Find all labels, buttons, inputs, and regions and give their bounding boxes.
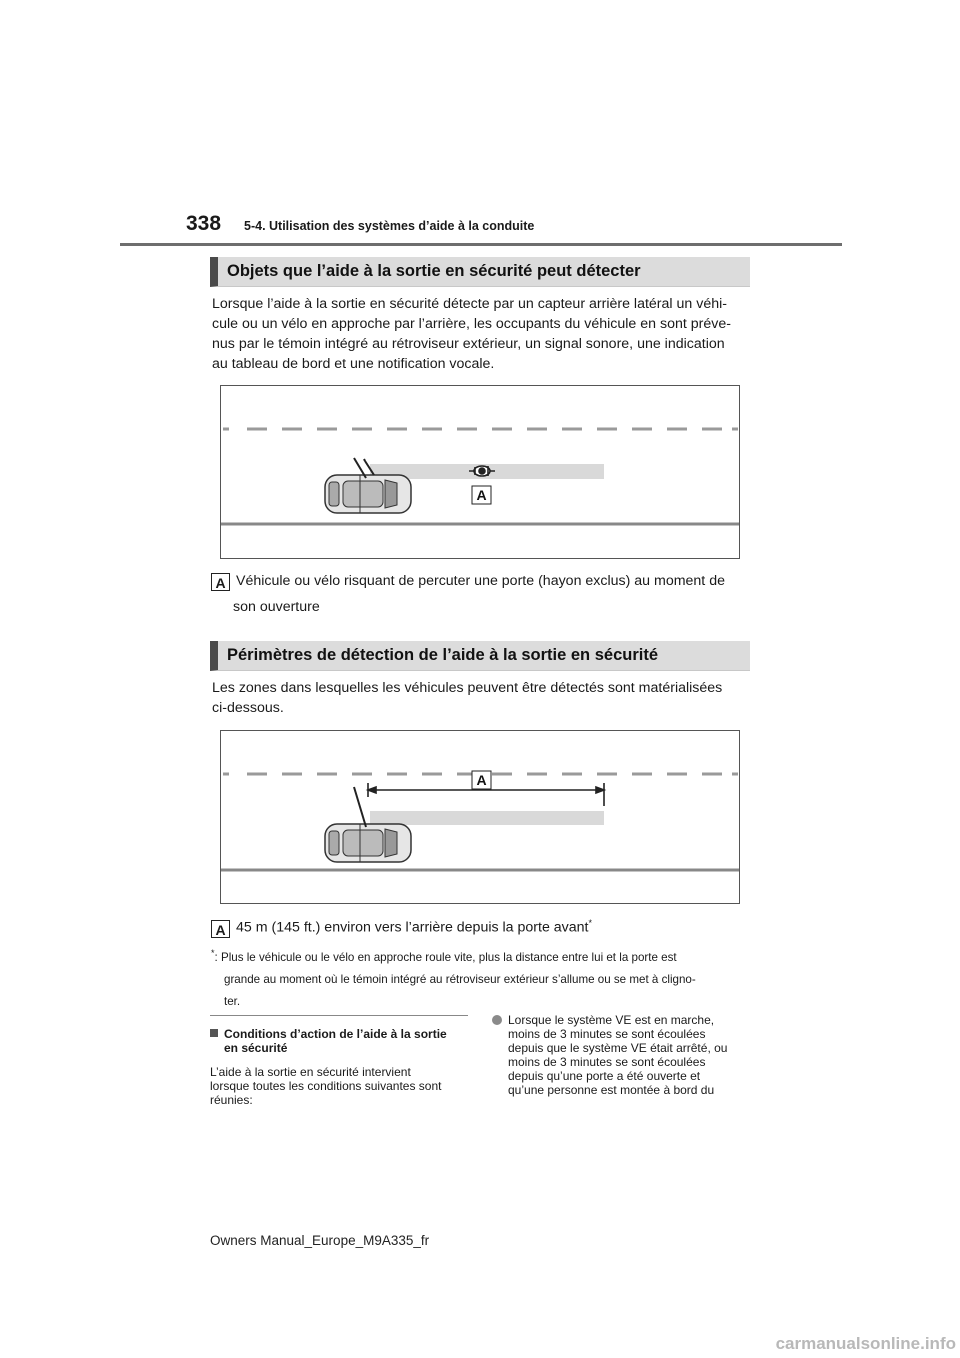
body-line: lorsque toutes les conditions suivantes sont xyxy=(210,1079,442,1093)
round-bullet-icon xyxy=(492,1015,502,1025)
watermark: carmanualsonline.info xyxy=(775,1334,956,1353)
bullet-line: Lorsque le système VE est en marche, xyxy=(508,1013,715,1027)
page-number: 338 xyxy=(186,212,222,235)
section1-paragraph xyxy=(212,294,752,374)
bullet-line: moins de 3 minutes se sont écoulées xyxy=(508,1055,706,1069)
body-line: réunies: xyxy=(210,1093,253,1107)
para-line: ci-dessous. xyxy=(212,700,284,716)
body-line: L’aide à la sortie en sécurité intervient xyxy=(210,1065,411,1079)
bullet-line: depuis qu’une porte a été ouverte et xyxy=(508,1069,701,1083)
figure-detected-objects xyxy=(220,385,740,559)
caption-1-continued: son ouverture xyxy=(233,599,320,615)
subheading-line: Conditions d’action de l’aide à la sortie xyxy=(224,1027,447,1041)
car-top-view-icon xyxy=(325,824,411,862)
para-line: nus par le témoin intégré au rétroviseur extérieur, un signal sonore, une indication xyxy=(212,336,725,352)
para-line: au tableau de bord et une notification vocale. xyxy=(212,356,495,372)
footnote-line: grande au moment où le témoin intégré au rétroviseur extérieur s’allume ou se met à cligno- xyxy=(224,972,696,986)
road-diagram-1 xyxy=(221,386,739,558)
open-door-line xyxy=(354,787,366,827)
footnote-line: : Plus le véhicule ou le vélo en approche roule vite, plus la distance entre lui et la porte est xyxy=(214,950,677,964)
bullet-line: qu’une personne est montée à bord du xyxy=(508,1083,715,1097)
footnote xyxy=(211,943,751,1012)
section-heading-2-text: Périmètres de détection de l’aide à la sortie en sécurité xyxy=(227,646,659,664)
caption-label-a: A xyxy=(211,573,230,591)
caption-label-a: A xyxy=(211,920,230,938)
caption-1-text: Véhicule ou vélo risquant de percuter une porte (hayon exclus) au moment de xyxy=(236,573,725,589)
conditions-body xyxy=(210,1065,470,1107)
figure-detection-range xyxy=(220,730,740,904)
column-rule xyxy=(210,1015,468,1016)
figure-label-a xyxy=(472,486,491,504)
caption-1 xyxy=(211,571,725,591)
right-column xyxy=(492,1013,752,1097)
figure-label-a xyxy=(472,771,491,789)
para-line: Lorsque l’aide à la sortie en sécurité détecte par un capteur arrière latéral un véhi- xyxy=(212,296,727,312)
para-line: cule ou un vélo en approche par l’arrière, les occupants du véhicule en sont préve- xyxy=(212,316,731,332)
subheading-conditions xyxy=(210,1027,470,1055)
footnote-line: ter. xyxy=(224,994,241,1008)
section-heading-1 xyxy=(210,257,750,287)
section-title: 5-4. Utilisation des systèmes d’aide à la conduite xyxy=(244,219,535,233)
caption-2 xyxy=(211,913,592,938)
para-line: Les zones dans lesquelles les véhicules peuvent être détectés sont matérialisées xyxy=(212,680,723,696)
bullet-line: moins de 3 minutes se sont écoulées xyxy=(508,1027,706,1041)
road-diagram-2 xyxy=(221,731,739,903)
caption-2-asterisk: * xyxy=(588,918,593,928)
section2-paragraph xyxy=(212,678,752,718)
figure-label-a-text: A xyxy=(476,487,487,503)
bullet-line: depuis que le système VE était arrêté, ou xyxy=(508,1041,728,1055)
header-rule xyxy=(120,243,842,246)
footer-manual-id: Owners Manual_Europe_M9A335_fr xyxy=(210,1233,430,1248)
figure-label-a-text: A xyxy=(476,772,487,788)
section-heading-2 xyxy=(210,641,750,671)
subheading-line: en sécurité xyxy=(224,1041,288,1055)
detection-zone xyxy=(370,811,604,825)
section-heading-1-text: Objets que l’aide à la sortie en sécurité peut détecter xyxy=(227,262,641,280)
caption-2-text: 45 m (145 ft.) environ vers l’arrière depuis la porte avant xyxy=(236,919,589,936)
left-column xyxy=(210,1027,470,1107)
footnote-marker: * xyxy=(211,948,215,958)
